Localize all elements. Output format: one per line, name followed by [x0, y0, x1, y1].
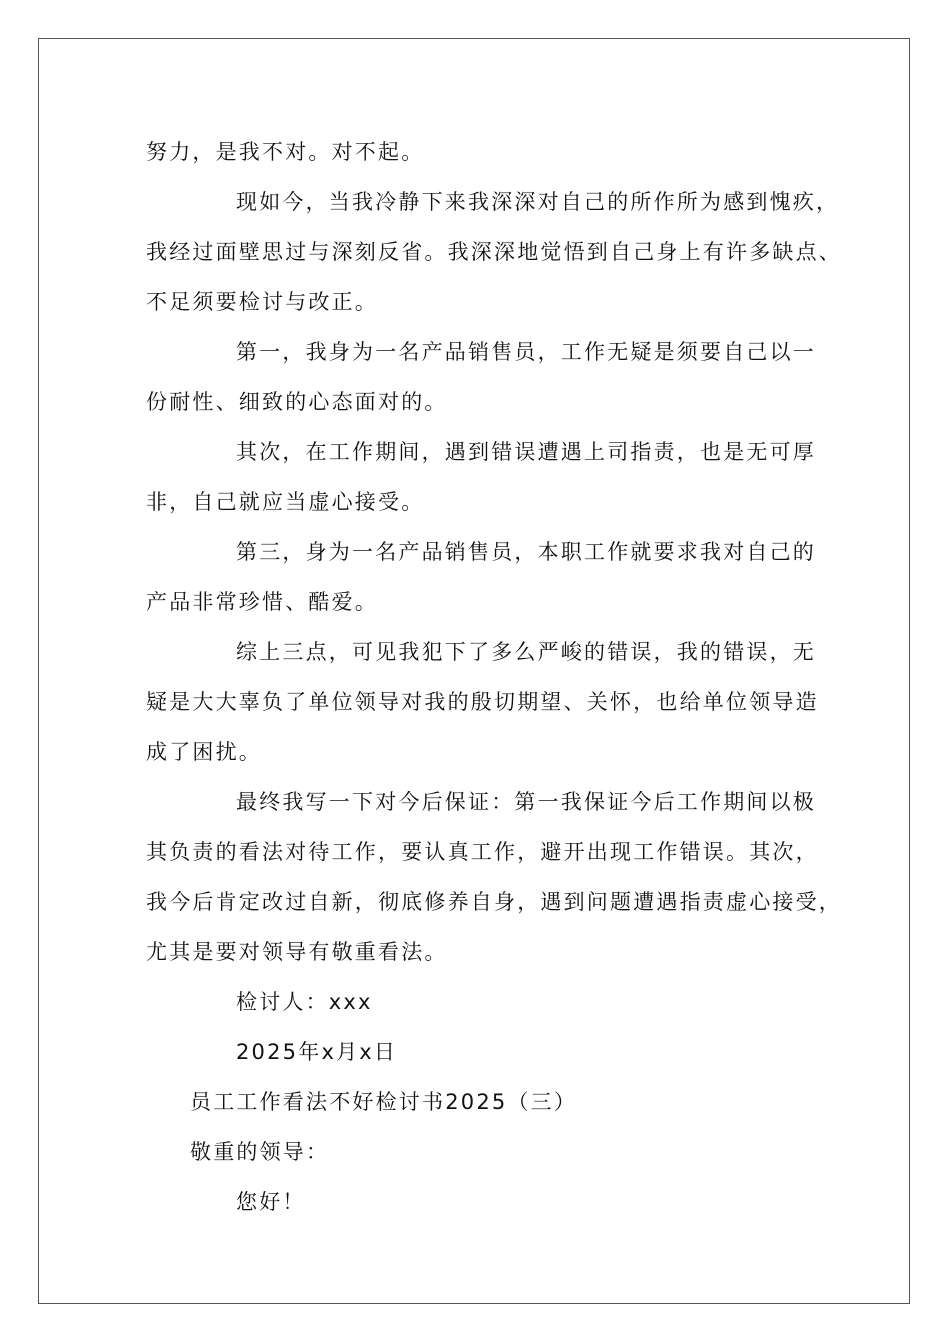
paragraph-6-line-3: 成了困扰。	[146, 740, 262, 764]
page-frame	[38, 38, 910, 1304]
paragraph-6-line-1: 综上三点，可见我犯下了多么严峻的错误，我的错误，无	[236, 640, 816, 664]
paragraph-5-line-2: 产品非常珍惜、酷爱。	[146, 590, 378, 614]
paragraph-2-line-1: 现如今，当我冷静下来我深深对自己的所作所为感到愧疚，	[236, 190, 840, 214]
paragraph-3-line-2: 份耐性、细致的心态面对的。	[146, 390, 448, 414]
paragraph-2-line-3: 不足须要检讨与改正。	[146, 290, 378, 314]
greeting: 您好！	[236, 1190, 306, 1214]
paragraph-6-line-2: 疑是大大辜负了单位领导对我的殷切期望、关怀，也给单位领导造	[146, 690, 819, 714]
paragraph-7-line-1: 最终我写一下对今后保证：第一我保证今后工作期间以极	[236, 790, 816, 814]
paragraph-5-line-1: 第三，身为一名产品销售员，本职工作就要求我对自己的	[236, 540, 816, 564]
paragraph-7-line-4: 尤其是要对领导有敬重看法。	[146, 940, 448, 964]
paragraph-3-line-1: 第一，我身为一名产品销售员，工作无疑是须要自己以一	[236, 340, 816, 364]
paragraph-7-line-2: 其负责的看法对待工作，要认真工作，避开出现工作错误。其次，	[146, 840, 819, 864]
salutation: 敬重的领导：	[190, 1140, 330, 1164]
paragraph-4-line-1: 其次，在工作期间，遇到错误遭遇上司指责，也是无可厚	[236, 440, 816, 464]
next-letter-title: 员工工作看法不好检讨书2025（三）	[190, 1090, 578, 1114]
signature: 检讨人：xxx	[236, 990, 373, 1014]
date: 2025年x月x日	[236, 1040, 398, 1064]
paragraph-1-line-1: 努力，是我不对。对不起。	[146, 140, 425, 164]
paragraph-7-line-3: 我今后肯定改过自新，彻底修养自身，遇到问题遭遇指责虚心接受，	[146, 890, 842, 914]
paragraph-4-line-2: 非，自己就应当虚心接受。	[146, 490, 425, 514]
paragraph-2-line-2: 我经过面壁思过与深刻反省。我深深地觉悟到自己身上有许多缺点、	[146, 240, 842, 264]
